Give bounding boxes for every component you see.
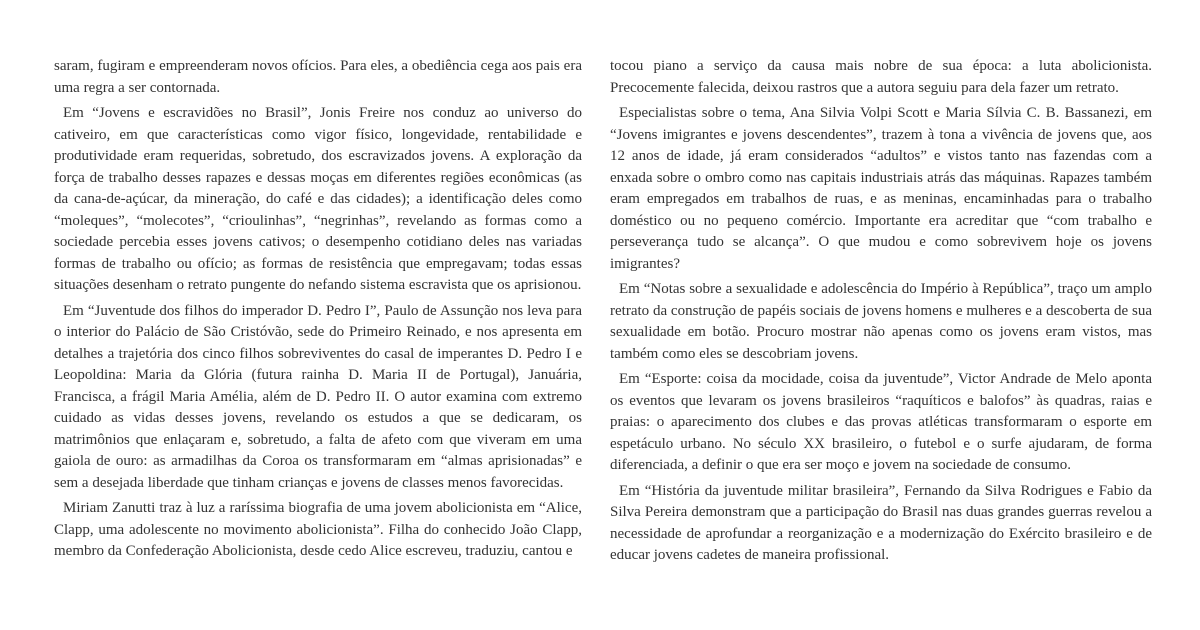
text-column-left — [54, 56, 582, 610]
paragraph-miriam-zanutti: Miriam Zanutti traz à luz a raríssima biografia de uma jovem abolicionista em “Alice, Clapp, uma adolescente no movimento abolicionista”. Filha do conhecido João Clapp, membro da Confederação Abolicionista, desde cedo Alice escreveu, traduziu, cantou e — [54, 500, 582, 559]
paragraph-juventude-dos-filhos: Em “Juventude dos filhos do imperador D. Pedro I”, Paulo de Assunção nos leva para o interior do Palácio de São Cristóvão, sede do Primeiro Reinado, e nos apresenta em detalhes a trajetória dos cinco filhos sobreviventes do casal de imperantes D. Pedro I e Leopoldina: Maria da Glória (futura rainha D. Maria II de Portugal), Januária, Francisca, a frágil Maria Amélia, além de D. Pedro II. O autor examina com extremo cuidado as vidas desses jovens, revelando os estudos a que se dedicaram, os matrimônios que enlaçaram e, sobretudo, a falta de afeto com que viveram em uma gaiola de ouro: as armadilhas da Coroa os transformaram em “almas aprisionadas” e sem a desejada liberdade que tinham crianças e jovens de classes menos favorecidas. — [54, 302, 582, 491]
paragraph-jovens-imigrantes: Especialistas sobre o tema, Ana Silvia Volpi Scott e Maria Sílvia C. B. Bassanezi, em “Jovens imigrantes e jovens descendentes”, trazem à tona a vivência de jovens que, aos 12 anos de idade, já eram considerados “adultos” e vistos tanto nas fazendas com a enxada sobre o ombro como nas capitais industriais atrás das máquinas. Rapazes também eram empregados em trabalhos de ruas, e as meninas, encaminhadas para o trabalho doméstico ou no pequeno comércio. Importante era acreditar que “com trabalho e perseverança tudo se alcança”. O que mudou e como sobrevivem hoje os jovens imigrantes? — [610, 105, 1152, 272]
paragraph-continuation: saram, fugiram e empreenderam novos ofícios. Para eles, a obediência cega aos pais era uma regra a ser contornada. — [54, 58, 582, 96]
paragraph-notas-sexualidade: Em “Notas sobre a sexualidade e adolescência do Império à República”, traço um amplo retrato da construção de papéis sociais de jovens homens e mulheres e a descoberta de sua sexualidade em botão. Procuro mostrar não apenas como os jovens eram vistos, mas também como eles se descobriam jovens. — [610, 281, 1152, 362]
paragraph-continuation: tocou piano a serviço da causa mais nobre de sua época: a luta abolicionista. Precocemente falecida, deixou rastros que a autora seguiu para dela fazer um retrato. — [610, 58, 1152, 96]
paragraph-esporte: Em “Esporte: coisa da mocidade, coisa da juventude”, Victor Andrade de Melo aponta os eventos que levaram os jovens brasileiros “raquíticos e balofos” às quadras, raias e praias: o aparecimento dos clubes e das provas atléticas transformaram o esporte em espetáculo urbano. No século XX brasileiro, o futebol e o surfe ajudaram, de forma diferenciada, a definir o que era ser moço e jovem na sociedade de consumo. — [610, 371, 1152, 473]
paragraph-historia-militar: Em “História da juventude militar brasileira”, Fernando da Silva Rodrigues e Fabio da Silva Pereira demonstram que a participação do Brasil nas duas grandes guerras revelou a necessidade de aprofundar a reorganização e a modernização do Exército brasileiro e de educar jovens cadetes de maneira profissional. — [610, 482, 1152, 563]
text-column-right — [610, 56, 1152, 610]
paragraph-jovens-e-escravidoes: Em “Jovens e escravidões no Brasil”, Jonis Freire nos conduz ao universo do cativeiro, em que características como vigor físico, longevidade, rentabilidade e produtividade eram requeridas, sobretudo, dos escravizados jovens. A exploração da força de trabalho desses rapazes e dessas moças em diferentes regiões econômicas (as da cana-de-açúcar, da mineração, do café e das cidades); a identificação deles como “moleques”, “molecotes”, “crioulinhas”, “negrinhas”, revelando as formas como a sociedade percebia esses jovens cativos; o desempenho cotidiano deles nas variadas formas de trabalho ou ofício; as formas de resistência que empregavam; todas essas situações desenham o retrato pungente do nefando sistema escravista que os aprisionou. — [54, 105, 582, 293]
